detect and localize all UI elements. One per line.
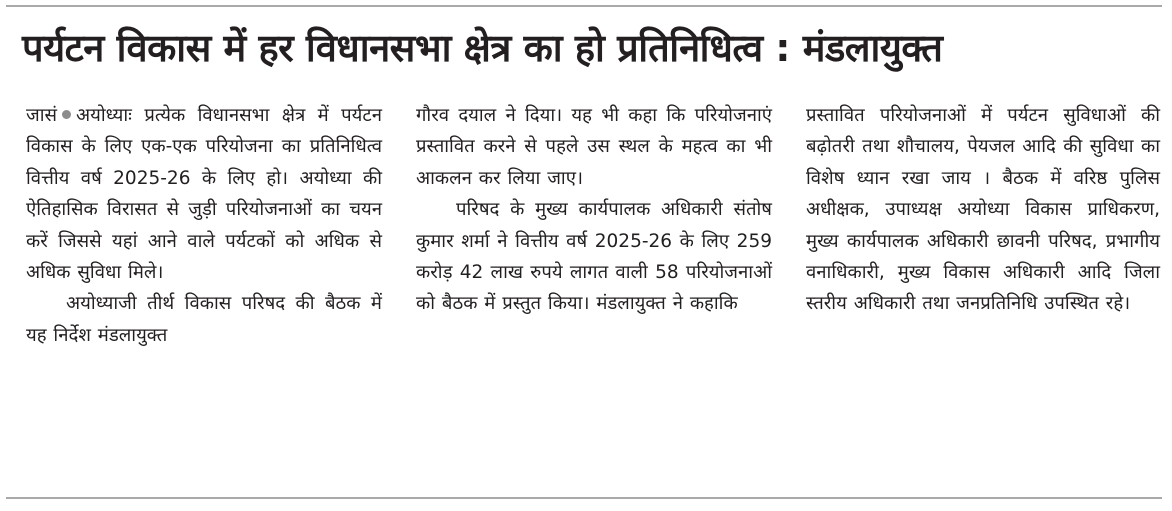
source-credit: जासं [26,105,58,126]
article-column-1 [26,100,382,480]
bullet-icon [62,110,71,119]
bottom-rule [6,497,1162,499]
article-paragraph: अयोध्याजी तीर्थ विकास परिषद की बैठक में यह निर्देश मंडलायुक्त [26,293,382,346]
article-headline: पर्यटन विकास में हर विधानसभा क्षेत्र का हो प्रतिनिधित्व : मंडलायुक्त [22,26,943,70]
article-paragraph: प्रस्तावित परियोजनाओं में पर्यटन सुविधाओं की बढ़ोतरी तथा शौचालय, पेयजल आदि की सुविधा का विशेष ध्यान रखा जाय । बैठक में वरिष्ठ पुलिस अधीक्षक, उपाध्यक्ष अयोध्या विकास प्राधिकरण, मुख्य कार्यपालक अधिकारी छावनी परिषद, प्रभागीय वनाधिकारी, मुख्य विकास अधिकारी आदि जिला स्तरीय अधिकारी तथा जनप्रतिनिधि उपस्थित रहे। [806,105,1160,315]
article-paragraph: परिषद के मुख्य कार्यपालक अधिकारी संतोष कुमार शर्मा ने वित्तीय वर्ष 2025-26 के लिए 259 करोड़ 42 लाख रुपये लागत वाली 58 परियोजनाओं को बैठक में प्रस्तुत किया। मंडलायुक्त ने कहाकि [416,199,772,315]
article-column-2 [416,100,772,480]
top-rule [6,5,1162,7]
article-paragraph [26,100,382,288]
dateline-location: अयोध्याः [76,105,132,126]
paragraph-text: प्रत्येक विधानसभा क्षेत्र में पर्यटन विकास के लिए एक-एक परियोजना का प्रतिनिधित्व वित्तीय वर्ष 2025-26 के लिए हो। अयोध्या की ऐतिहासिक विरासत से जुड़ी परियोजनाओं का चयन करें जिससे यहां आने वाले पर्यटकों को अधिक से अधिक सुविधा मिले। [26,105,382,284]
article-paragraph: गौरव दयाल ने दिया। यह भी कहा कि परियोजनाएं प्रस्तावित करने से पहले उस स्थल के महत्व का भी आकलन कर लिया जाए। [416,105,772,189]
article-column-3 [806,100,1160,480]
